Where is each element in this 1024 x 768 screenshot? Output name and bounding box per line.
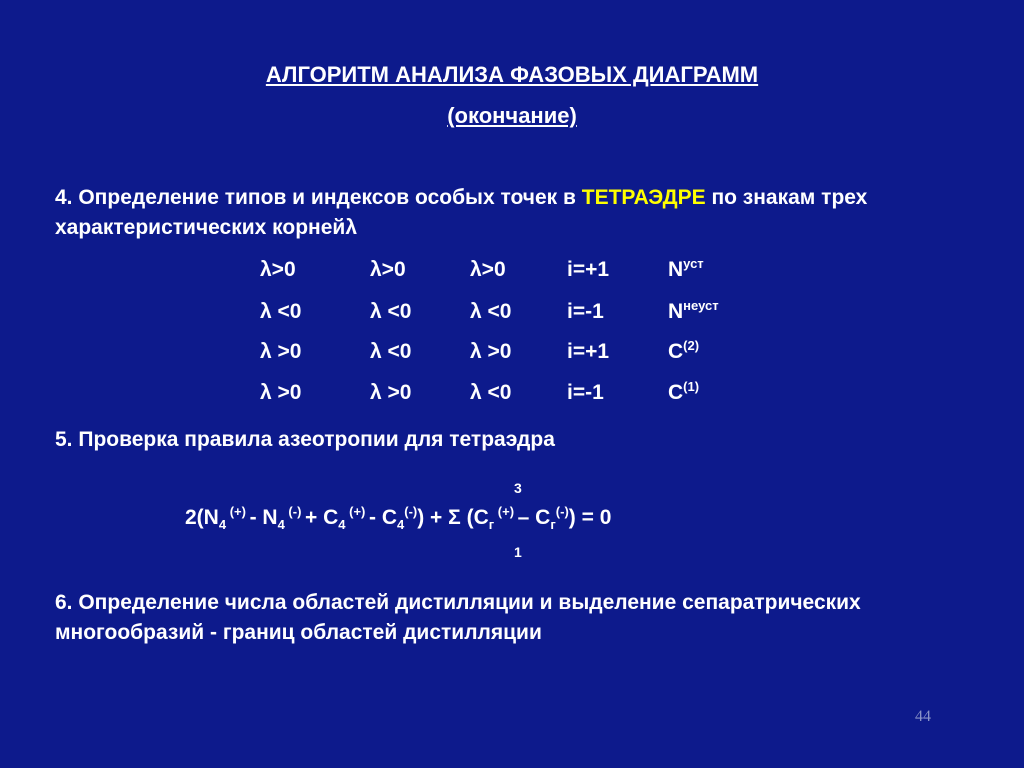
- page-number: 44: [915, 708, 931, 725]
- root-3-sign: λ <0: [470, 300, 512, 323]
- root-2-sign: λ >0: [370, 381, 412, 404]
- formula-sub: 4: [338, 517, 346, 533]
- point-type-letter: N: [668, 300, 684, 323]
- formula-part: 2(N: [185, 506, 219, 529]
- formula-sub: г: [488, 517, 495, 533]
- step-6-text: 6. Определение числа областей дистилляции и выделение сепаратрических многообразий - границ областей дистилляции: [55, 591, 861, 644]
- root-1-sign: λ >0: [260, 340, 302, 363]
- index-value: i=-1: [567, 381, 604, 404]
- point-type-sup: (2): [683, 338, 700, 353]
- formula-part: + C: [305, 506, 339, 529]
- formula-sup: (-): [555, 504, 569, 519]
- step-4-suffix: по знакам трех характеристических корнейλ: [55, 186, 868, 239]
- root-2-sign: λ <0: [370, 300, 412, 323]
- root-3-sign: λ>0: [470, 258, 506, 281]
- formula-part: - C: [369, 506, 397, 529]
- step-5-text: 5. Проверка правила азеотропии для тетраэдра: [55, 428, 555, 451]
- index-value: i=+1: [567, 258, 610, 281]
- point-type-sup: уст: [683, 256, 704, 271]
- point-type: [668, 340, 699, 364]
- sum-lower-limit: 1: [514, 544, 522, 560]
- point-type: [668, 300, 719, 324]
- root-1-sign: λ>0: [260, 258, 296, 281]
- formula-sub: 4: [218, 517, 227, 533]
- index-value: i=+1: [567, 340, 610, 363]
- point-type-letter: C: [668, 381, 684, 404]
- formula-part: – C: [517, 506, 551, 529]
- step-4-text: [55, 183, 1005, 243]
- index-value: i=-1: [567, 300, 604, 323]
- point-type-letter: N: [668, 258, 684, 281]
- step-4-prefix: 4. Определение типов и индексов особых точек в: [55, 186, 582, 209]
- formula-sup: (+): [226, 504, 250, 519]
- azeotropy-formula: [185, 506, 611, 532]
- point-type-sup: (1): [683, 379, 700, 394]
- formula-sup: (+): [494, 504, 518, 519]
- root-1-sign: λ >0: [260, 381, 302, 404]
- formula-sup: (-): [404, 504, 418, 519]
- root-3-sign: λ <0: [470, 381, 512, 404]
- slide-subtitle: (окончание): [447, 103, 577, 128]
- formula-sub: г: [550, 517, 556, 533]
- formula-sup: (-): [284, 504, 306, 519]
- slide-title: АЛГОРИТМ АНАЛИЗА ФАЗОВЫХ ДИАГРАММ: [265, 62, 759, 87]
- step-4-highlight: ТЕТРАЭДРЕ: [581, 186, 706, 209]
- point-type: [668, 381, 699, 405]
- formula-sub: 4: [277, 517, 285, 533]
- root-3-sign: λ >0: [470, 340, 512, 363]
- point-type-letter: C: [668, 340, 684, 363]
- root-2-sign: λ>0: [370, 258, 406, 281]
- formula-sup: (+): [345, 504, 369, 519]
- formula-sub: 4: [397, 517, 405, 533]
- sum-upper-limit: 3: [514, 480, 522, 496]
- root-1-sign: λ <0: [260, 300, 302, 323]
- point-type-sup: неуст: [683, 298, 719, 313]
- root-2-sign: λ <0: [370, 340, 412, 363]
- formula-part: ) = 0: [568, 506, 612, 529]
- point-type: [668, 258, 704, 282]
- formula-part: - N: [249, 506, 278, 529]
- formula-part: ) + Σ (C: [417, 506, 489, 529]
